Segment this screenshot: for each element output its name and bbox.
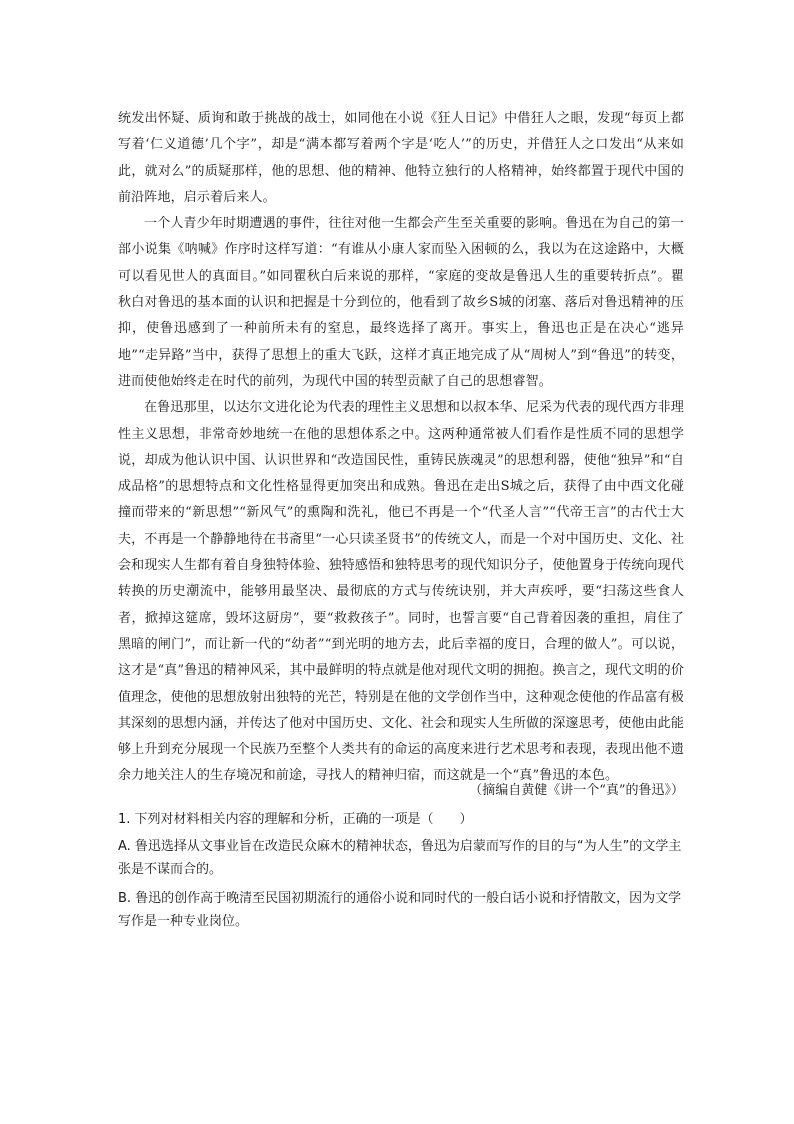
passage-paragraph-2: 一个人青少年时期遭遇的事件，往往对他一生都会产生至关重要的影响。鲁迅在为自己的第一部小说集《呐喊》作序时这样写道：“有谁从小康人家而坠入困顿的么，我以为在这途路中，大概可以看见世人的真面目。”如同瞿秋白后来说的那样，“家庭的变故是鲁迅人生的重要转折点”。瞿秋白对鲁迅的基本面的认识和把握是十分到位的，他看到了故乡S城的闭塞、落后对鲁迅精神的压抑，使鲁迅感到了一种前所未有的窒息，最终选择了离开。事实上，鲁迅也正是在决心“逃异地”“走异路”当中，获得了思想上的重大飞跃，这样才真正地完成了从“周树人”到“鲁迅”的转变，进而使他始终走在时代的前列，为现代中国的转型贡献了自己的思想睿智。 <box>118 216 684 389</box>
reading-passage <box>118 106 684 790</box>
question-1-option-b: B. 鲁迅的创作高于晚清至民国初期流行的通俗小说和同时代的一般白话小说和抒情散文，因为文学写作是一种专业岗位。 <box>118 891 682 929</box>
question-1-option-a: A. 鲁迅选择从文事业旨在改造民众麻木的精神状态，鲁迅为启蒙而写作的目的与“为人生”的文学主张是不谋而合的。 <box>118 839 682 877</box>
passage-paragraph-3: 在鲁迅那里，以达尔文进化论为代表的理性主义思想和以叔本华、尼采为代表的现代西方非理性主义思想，非常奇妙地统一在他的思想体系之中。这两种通常被人们看作是性质不同的思想学说，却成为他认识中国、认识世界和“改造国民性，重铸民族魂灵”的思想利器，使他“独异”和“自成品格”的思想特点和文化性格显得更加突出和成熟。鲁迅在走出S城之后，获得了由中西文化碰撞而带来的“新思想”“新风气”的熏陶和洗礼，他已不再是一个“代圣人言”“代帝王言”的古代士大夫，不再是一个静静地待在书斋里“一心只读圣贤书”的传统文人，而是一个对中国历史、文化、社会和现实人生都有着自身独特体验、独特感悟和独特思考的现代知识分子，使他置身于传统向现代转换的历史潮流中，能够用最坚决、最彻底的方式与传统诀别，并大声疾呼，要“扫荡这些食人者，掀掉这筵席，毁坏这厨房”，要“救救孩子”。同时，也誓言要“自己背着因袭的重担，肩住了黑暗的闸门”，而让新一代的“幼者”“到光明的地方去，此后幸福的度日，合理的做人”。可以说，这才是“真”鲁迅的精神风采，其中最鲜明的特点就是他对现代文明的拥抱。换言之，现代文明的价值理念，使他的思想放射出独特的光芒，特别是在他的文学创作当中，这种观念使他的作品富有极其深刻的思想内涵，并传达了他对中国历史、文化、社会和现实人生所做的深邃思考，使他由此能够上升到充分展现一个民族乃至整个人类共有的命运的高度来进行艺术思考和表现，表现出他不遗余力地关注人的生存境况和前途，寻找人的精神归宿，而这就是一个“真”鲁迅的本色。 <box>118 400 684 784</box>
question-block <box>118 808 684 939</box>
passage-paragraph-1: 统发出怀疑、质询和敢于挑战的战士，如同他在小说《狂人日记》中借狂人之眼，发现“每页上都写着‘仁义道德’几个字”，却是“满本都写着两个字是‘吃人’”的历史，并借狂人之口发出“从来如此，就对么”的质疑那样，他的思想、他的精神、他特立独行的人格精神，始终都置于现代中国的前沿阵地，启示着后来人。 <box>118 111 684 205</box>
passage-source: （摘编自黄健《讲一个“真”的鲁迅》） <box>469 783 684 798</box>
question-1-stem: 1. 下列对材料相关内容的理解和分析，正确的一项是（ ） <box>118 812 473 827</box>
